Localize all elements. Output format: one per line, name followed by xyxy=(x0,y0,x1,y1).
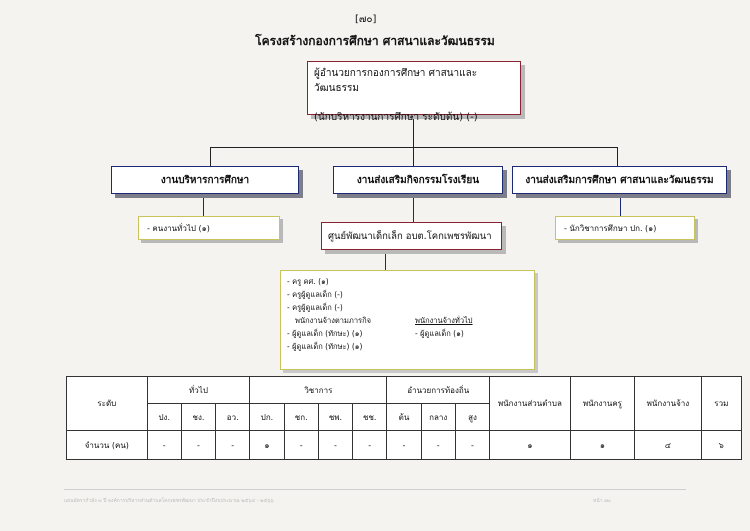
table-cell: - xyxy=(147,431,181,460)
arrow-right-down xyxy=(620,194,621,216)
sub-header: ชง. xyxy=(181,404,215,431)
header-teacher: พนักงานครู xyxy=(570,377,634,431)
sub-header: ชช. xyxy=(353,404,387,431)
mission-staff-header: พนักงานจ้างตามภารกิจ xyxy=(295,316,372,325)
table-cell: - xyxy=(455,431,489,460)
header-general: ทั่วไป xyxy=(147,377,250,404)
director-box xyxy=(307,61,521,123)
child-center-box: ศูนย์พัฒนาเด็กเล็ก อบต.โคกเพชรพัฒนา xyxy=(321,222,502,250)
staff-skill-caregiver-1: - ผู้ดูแลเด็ก (ทักษะ) (๑) xyxy=(287,329,363,338)
staff-caregiver-1: - ครูผู้ดูแลเด็ก (-) xyxy=(287,290,343,299)
sub-header: ปก. xyxy=(250,404,284,431)
table-cell: - xyxy=(284,431,318,460)
page-number: [๗๐] xyxy=(355,14,377,25)
table-cell: ๔ xyxy=(635,431,701,460)
page-title: โครงสร้างกองการศึกษา ศาสนาและวัฒนธรรม xyxy=(255,34,495,48)
connector-center-drop xyxy=(413,147,414,166)
table-cell: - xyxy=(181,431,215,460)
sub-general-worker: - คนงานทั่วไป (๑) xyxy=(138,216,280,240)
table-cell: ๑ xyxy=(250,431,284,460)
unit-school-activities: งานส่งเสริมกิจกรรมโรงเรียน xyxy=(333,166,503,194)
sub-header: กลาง xyxy=(421,404,455,431)
row-label: จำนวน (คน) xyxy=(67,431,148,460)
table-cell: ๑ xyxy=(570,431,634,460)
staff-skill-caregiver-2: - ผู้ดูแลเด็ก (ทักษะ) (๑) xyxy=(287,342,363,351)
table-cell: - xyxy=(216,431,250,460)
sub-header: อว. xyxy=(216,404,250,431)
header-contract: พนักงานจ้าง xyxy=(635,377,701,431)
table-cell: - xyxy=(353,431,387,460)
sub-header: ชก. xyxy=(284,404,318,431)
arrow-staff-down xyxy=(385,250,386,270)
unit-religion-culture: งานส่งเสริมการศึกษา ศาสนาและวัฒนธรรม xyxy=(512,166,727,194)
staff-headers xyxy=(287,314,528,327)
sub-education-officer: - นักวิชาการศึกษา ปก. (๑) xyxy=(555,216,695,240)
footer-divider xyxy=(64,489,686,490)
arrow-center-down xyxy=(413,194,414,222)
connector-left-drop xyxy=(210,147,211,166)
staff-count-table xyxy=(66,376,742,460)
table-cell: ๑ xyxy=(490,431,571,460)
header-academic: วิชาการ xyxy=(250,377,387,404)
footer-page: หน้า ๗๐ xyxy=(593,498,611,504)
arrow-left-down xyxy=(203,194,204,216)
general-staff-header: พนักงานจ้างทั่วไป xyxy=(415,316,473,325)
sub-header: ชพ. xyxy=(318,404,352,431)
sub-header: ปง. xyxy=(147,404,181,431)
staff-general-caregiver: - ผู้ดูแลเด็ก (๑) xyxy=(415,329,464,338)
sub-header: สูง xyxy=(455,404,489,431)
sub-header: ต้น xyxy=(387,404,421,431)
connector-right-drop xyxy=(617,147,618,166)
table-cell: ๖ xyxy=(701,431,741,460)
director-level: (นักบริหารงานการศึกษา ระดับต้น) (-) xyxy=(314,112,478,123)
staff-caregiver-2: - ครูผู้ดูแลเด็ก (-) xyxy=(287,303,343,312)
staff-row-4 xyxy=(287,327,528,340)
director-title: ผู้อำนวยการกองการศึกษา ศาสนาและวัฒนธรรม xyxy=(314,68,478,94)
table-cell: - xyxy=(421,431,455,460)
footer-text: แผนอัตรากำลัง ๓ ปี องค์การบริหารส่วนตำบลโคกเพชรพัฒนา ประจำปีงบประมาณ ๒๕๖๔ - ๒๕๖๖ xyxy=(64,498,274,504)
staff-teacher: - ครู คศ. (๑) xyxy=(287,277,329,286)
header-local-staff: พนักงานส่วนตำบล xyxy=(490,377,571,431)
child-center-staff xyxy=(280,270,535,370)
table-row xyxy=(67,431,742,460)
unit-education-admin: งานบริหารการศึกษา xyxy=(111,166,299,194)
header-level: ระดับ xyxy=(67,377,148,431)
header-director: อำนวยการท้องถิ่น xyxy=(387,377,490,404)
header-total: รวม xyxy=(701,377,741,431)
table-cell: - xyxy=(387,431,421,460)
table-cell: - xyxy=(318,431,352,460)
